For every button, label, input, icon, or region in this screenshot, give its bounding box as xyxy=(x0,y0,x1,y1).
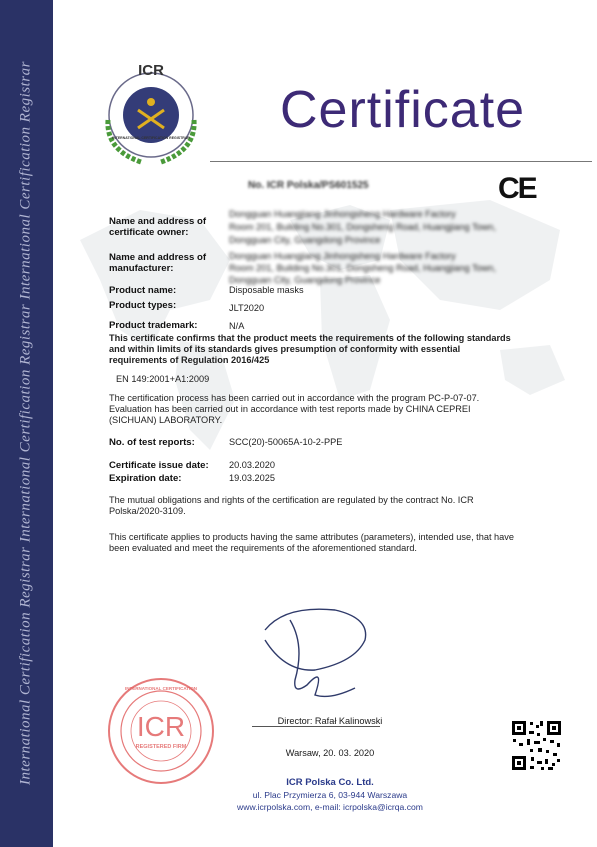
qr-code xyxy=(510,719,563,772)
place-and-date: Warsaw, 20. 03. 2020 xyxy=(285,748,375,758)
manufacturer-label-2: manufacturer: xyxy=(109,263,174,274)
product-types-value: JLT2020 xyxy=(229,303,265,313)
expiration-date-label: Expiration date: xyxy=(109,473,182,484)
process-line-2: Evaluation has been carried out in accordance with test reports made by CHINA CEPREI xyxy=(109,404,471,414)
manufacturer-label-1: Name and address of xyxy=(109,252,207,263)
issue-date-label: Certificate issue date: xyxy=(109,460,209,471)
logo-ring-text: INTERNATIONAL CERTIFICATION REGISTRAR xyxy=(112,136,190,140)
test-reports-value: SCC(20)-50065A-10-2-PPE xyxy=(229,437,343,447)
director-name: Director: Rafał Kalinowski xyxy=(277,716,383,726)
owner-line-2: Room 201, Building No.301, Dongsheng Road, Huangjiang Town, xyxy=(229,222,496,232)
product-name-value: Disposable masks xyxy=(229,285,304,295)
expiration-date-value: 19.03.2025 xyxy=(229,473,275,483)
product-types-label: Product types: xyxy=(109,300,177,311)
logo-top-text: ICR xyxy=(138,62,164,79)
issue-date-value: 20.03.2020 xyxy=(229,460,275,470)
owner-label-2: certificate owner: xyxy=(109,227,189,238)
obligations-line-2: Polska/2020-3109. xyxy=(109,506,186,516)
standard-reference: EN 149:2001+A1:2009 xyxy=(116,374,210,384)
obligations-line-1: The mutual obligations and rights of the certification are regulated by the contract No. ICR xyxy=(109,495,474,505)
seal-ring-top: INTERNATIONAL CERTIFICATION xyxy=(125,686,197,691)
manufacturer-line-3: Dongguan City, Guangdong Province xyxy=(229,275,381,285)
process-line-1: The certification process has been carried out in accordance with the program PC-P-07-07. xyxy=(109,393,480,403)
test-reports-label: No. of test reports: xyxy=(109,437,195,448)
applies-line-2: been evaluated and meet the requirements of the aforementioned standard. xyxy=(109,543,417,553)
product-name-label: Product name: xyxy=(109,285,177,296)
owner-line-1: Dongguan Huangjiang Jinhongsheng Hardware Factory xyxy=(229,209,456,219)
seal-center-text: ICR xyxy=(136,711,186,742)
conformity-line-1: This certificate confirms that the product meets the requirements of the following standards xyxy=(109,333,511,343)
director-signature xyxy=(245,600,385,710)
product-trademark-value: N/A xyxy=(229,321,245,331)
applies-line-1: This certificate applies to products having the same attributes (parameters), intended use, that have xyxy=(109,532,514,542)
certificate-number: No. ICR Polska/PS601525 xyxy=(248,180,369,191)
ce-mark: CE xyxy=(498,172,536,205)
manufacturer-line-1: Dongguan Huangjiang Jinhongsheng Hardware Factory xyxy=(229,251,456,261)
conformity-line-2: and within limits of its standards gives presumption of conformity with essential xyxy=(109,344,461,354)
owner-line-3: Dongguan City, Guangdong Province xyxy=(229,235,381,245)
director-signature-line xyxy=(252,726,380,727)
sidebar-band xyxy=(0,0,53,847)
certificate-title: Certificate xyxy=(280,81,526,139)
conformity-line-3: requirements of Regulation 2016/425 xyxy=(109,355,270,365)
process-line-3: (SICHUAN) LABORATORY. xyxy=(109,415,223,425)
title-divider xyxy=(210,161,592,162)
owner-label-1: Name and address of xyxy=(109,216,207,227)
footer-web: www.icrpolska.com, e-mail: icrpolska@icrqa.com xyxy=(237,802,423,812)
manufacturer-line-2: Room 201, Building No.301, Dongsheng Road, Huangjiang Town, xyxy=(229,263,496,273)
footer-address: ul. Plac Przymierza 6, 03-944 Warszawa xyxy=(252,790,408,800)
sidebar-text: International Certification Registrar International Certification Registrar International Certification Registrar xyxy=(17,61,34,785)
footer-company: ICR Polska Co. Ltd. xyxy=(286,777,374,788)
seal-ring-bottom: REGISTERED FIRM xyxy=(135,744,187,750)
product-trademark-label: Product trademark: xyxy=(109,320,198,331)
